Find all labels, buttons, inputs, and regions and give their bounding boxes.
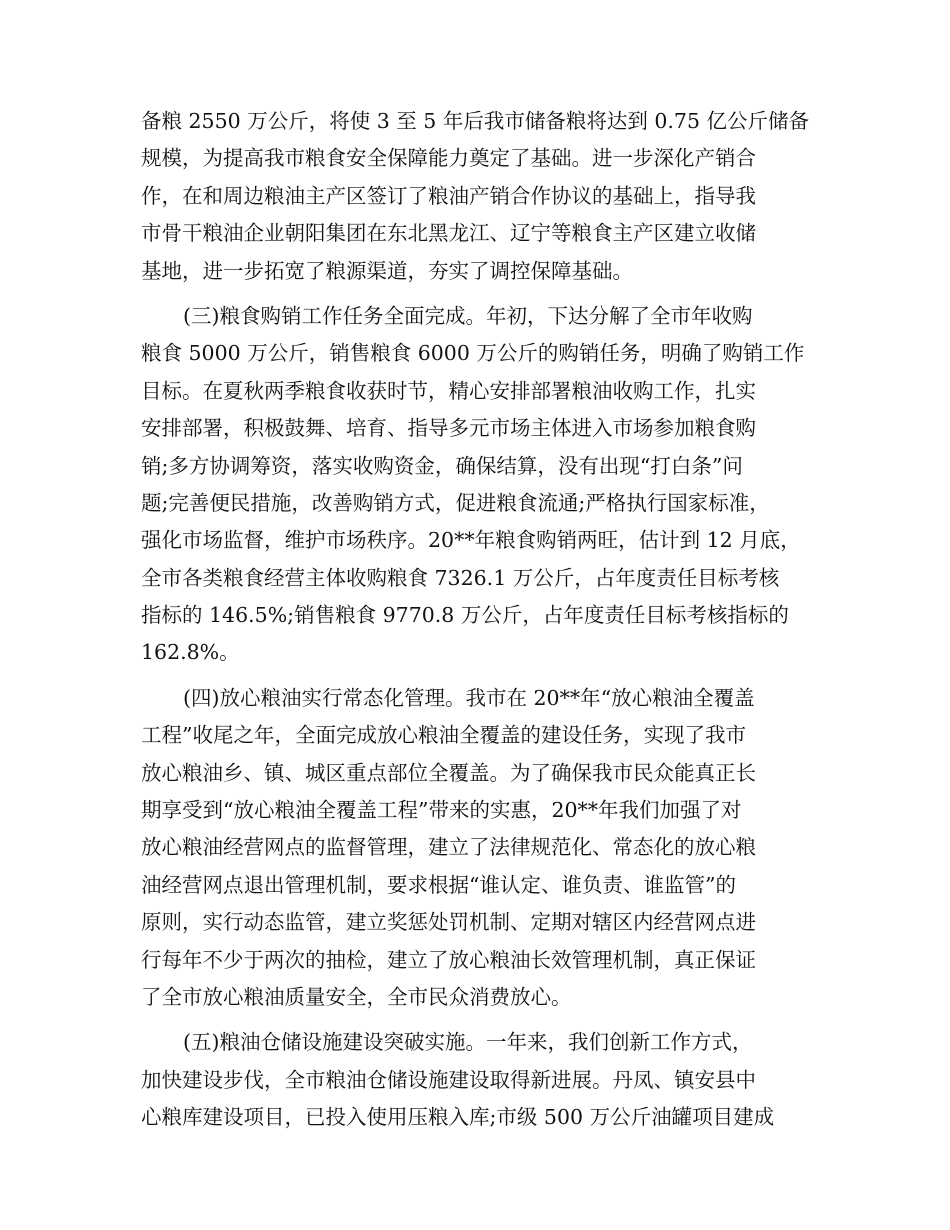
text-line: 市骨干粮油企业朝阳集团在东北黑龙江、辽宁等粮食主产区建立收储 <box>141 221 756 246</box>
document-body <box>141 103 831 1137</box>
section-heading-line: (三)粮食购销工作任务全面完成。年初，下达分解了全市年收购 <box>183 303 753 328</box>
text-line: 安排部署，积极鼓舞、培育、指导多元市场主体进入市场参加粮食购 <box>141 416 756 441</box>
text-line: 粮食 5000 万公斤，销售粮食 6000 万公斤的购销任务，明确了购销工作 <box>141 341 805 366</box>
text-line: 强化市场监督，维护市场秩序。20**年粮食购销两旺，估计到 12 月底， <box>141 528 801 553</box>
text-line: 放心粮油乡、镇、城区重点部位全覆盖。为了确保我市民众能真正长 <box>141 760 756 785</box>
section-heading-line: (五)粮油仓储设施建设突破实施。一年来，我们创新工作方式， <box>183 1030 753 1055</box>
paragraph-gap <box>141 672 831 680</box>
paragraph-gap <box>141 1016 831 1024</box>
text-line: 油经营网点退出管理机制，要求根据“谁认定、谁负责、谁监管”的 <box>141 872 736 897</box>
text-line: 指标的 146.5%;销售粮食 9770.8 万公斤，占年度责任目标考核指标的 <box>141 603 789 628</box>
text-line: 目标。在夏秋两季粮食收获时节，精心安排部署粮油收购工作，扎实 <box>141 378 756 403</box>
text-line: 原则，实行动态监管，建立奖惩处罚机制、定期对辖区内经营网点进 <box>141 910 756 935</box>
text-line: 作，在和周边粮油主产区签订了粮油产销合作协议的基础上，指导我 <box>141 183 756 208</box>
text-line: 162.8%。 <box>141 640 240 665</box>
paragraph-gap <box>141 290 831 298</box>
text-line: 心粮库建设项目，已投入使用压粮入库;市级 500 万公斤油罐项目建成 <box>141 1105 775 1130</box>
text-line: 放心粮油经营网点的监督管理，建立了法律规范化、常态化的放心粮 <box>141 835 756 860</box>
text-line: 加快建设步伐，全市粮油仓储设施建设取得新进展。丹凤、镇安县中 <box>141 1067 756 1092</box>
text-line: 基地，进一步拓宽了粮源渠道，夯实了调控保障基础。 <box>141 258 633 283</box>
text-line: 规模，为提高我市粮食安全保障能力奠定了基础。进一步深化产销合 <box>141 146 756 171</box>
text-line: 销;多方协调筹资，落实收购资金，确保结算，没有出现“打白条”问 <box>141 453 743 478</box>
text-line: 期享受到“放心粮油全覆盖工程”带来的实惠，20**年我们加强了对 <box>141 798 742 823</box>
text-line: 全市各类粮食经营主体收购粮食 7326.1 万公斤，占年度责任目标考核 <box>141 565 780 590</box>
text-line: 备粮 2550 万公斤，将使 3 至 5 年后我市储备粮将达到 0.75 亿公斤储备 <box>141 109 810 133</box>
text-line: 了全市放心粮油质量安全，全市民众消费放心。 <box>141 984 572 1009</box>
section-heading-line: (四)放心粮油实行常态化管理。我市在 20**年“放心粮油全覆盖 <box>183 685 755 710</box>
text-line: 工程”收尾之年，全面完成放心粮油全覆盖的建设任务，实现了我市 <box>141 723 746 748</box>
text-line: 题;完善便民措施，改善购销方式，促进粮食流通;严格执行国家标准， <box>141 490 770 515</box>
text-line: 行每年不少于两次的抽检，建立了放心粮油长效管理机制，真正保证 <box>141 947 756 972</box>
